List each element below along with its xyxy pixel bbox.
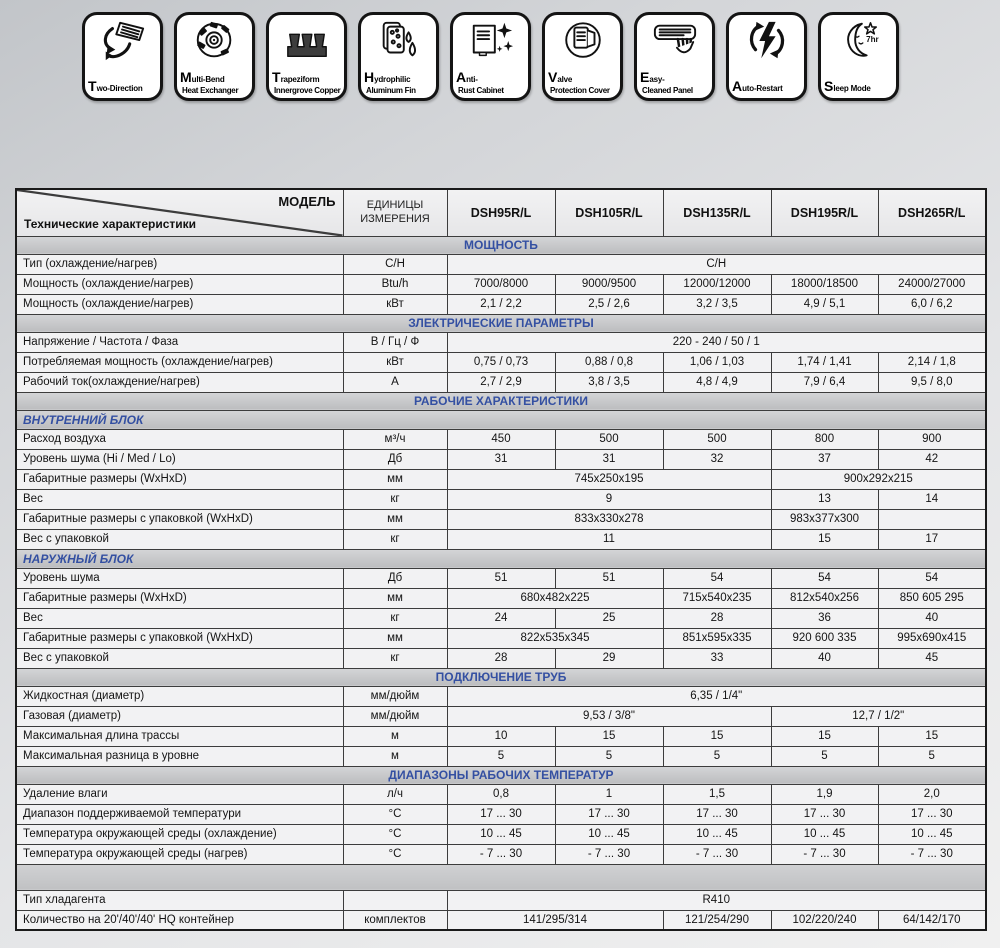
value-cell: 37	[771, 449, 878, 469]
value-cell: 12000/12000	[663, 274, 771, 294]
value-cell: 4,8 / 4,9	[663, 372, 771, 392]
value-cell: 220 - 240 / 50 / 1	[447, 332, 986, 352]
value-cell: - 7 ... 30	[771, 844, 878, 864]
value-cell: 28	[447, 648, 555, 668]
value-cell: 9,53 / 3/8"	[447, 706, 771, 726]
section-row	[16, 668, 986, 686]
anti-rust-icon	[456, 17, 525, 65]
value-cell: 500	[663, 429, 771, 449]
value-cell: 17 ... 30	[447, 804, 555, 824]
feature-label: Easy- Cleaned Panel	[640, 69, 693, 95]
value-cell: 3,8 / 3,5	[555, 372, 663, 392]
value-cell: 1,9	[771, 784, 878, 804]
value-cell: 28	[663, 608, 771, 628]
param-cell: Расход воздуха	[16, 429, 343, 449]
unit-cell: °С	[343, 824, 447, 844]
unit-cell: мм/дюйм	[343, 706, 447, 726]
unit-cell: мм	[343, 469, 447, 489]
value-cell: 15	[555, 726, 663, 746]
value-cell: 9,5 / 8,0	[878, 372, 986, 392]
data-row	[16, 352, 986, 372]
data-row	[16, 469, 986, 489]
model-header-cell: DSH95R/L	[447, 189, 555, 236]
unit-cell: кВт	[343, 352, 447, 372]
unit-cell: кг	[343, 608, 447, 628]
value-cell: 51	[555, 568, 663, 588]
value-cell: 0,88 / 0,8	[555, 352, 663, 372]
value-cell: 54	[878, 568, 986, 588]
data-row	[16, 509, 986, 529]
param-cell: Напряжение / Частота / Фаза	[16, 332, 343, 352]
section-row	[16, 314, 986, 332]
value-cell: 715x540x235	[663, 588, 771, 608]
param-cell: Габаритные размеры с упаковкой (WxHxD)	[16, 628, 343, 648]
value-cell: 10 ... 45	[771, 824, 878, 844]
value-cell: 10 ... 45	[663, 824, 771, 844]
unit-cell: комплектов	[343, 910, 447, 930]
value-cell: 18000/18500	[771, 274, 878, 294]
corner-tech-label: Технические характеристики	[24, 216, 197, 231]
param-cell: Габаритные размеры (WxHxD)	[16, 588, 343, 608]
feature-tile-valve-protection	[542, 12, 623, 101]
value-cell: 6,0 / 6,2	[878, 294, 986, 314]
feature-tile-anti-rust	[450, 12, 531, 101]
sleep-mode-icon	[824, 17, 893, 65]
unit-cell: кг	[343, 529, 447, 549]
value-cell: 5	[771, 746, 878, 766]
value-cell: 17 ... 30	[555, 804, 663, 824]
unit-cell: °С	[343, 844, 447, 864]
data-row	[16, 648, 986, 668]
data-row	[16, 254, 986, 274]
value-cell: 1,06 / 1,03	[663, 352, 771, 372]
value-cell: 3,2 / 3,5	[663, 294, 771, 314]
unit-cell: кг	[343, 489, 447, 509]
param-cell: Удаление влаги	[16, 784, 343, 804]
unit-cell: мм/дюйм	[343, 686, 447, 706]
feature-tile-auto-restart	[726, 12, 807, 101]
data-row	[16, 804, 986, 824]
data-row	[16, 568, 986, 588]
param-cell: Вес с упаковкой	[16, 529, 343, 549]
value-cell: 10 ... 45	[447, 824, 555, 844]
value-cell: 15	[771, 529, 878, 549]
valve-protection-icon	[548, 17, 617, 65]
value-cell: 9000/9500	[555, 274, 663, 294]
section-title: ДИАПАЗОНЫ РАБОЧИХ ТЕМПЕРАТУР	[16, 766, 986, 784]
corner-cell	[16, 189, 343, 236]
data-row	[16, 890, 986, 910]
value-cell: 900x292x215	[771, 469, 986, 489]
unit-cell: мм	[343, 588, 447, 608]
data-row	[16, 844, 986, 864]
unit-cell: м³/ч	[343, 429, 447, 449]
feature-tile-multi-bend	[174, 12, 255, 101]
feature-tile-easy-cleaned	[634, 12, 715, 101]
data-row	[16, 746, 986, 766]
data-row	[16, 372, 986, 392]
model-header-cell: DSH105R/L	[555, 189, 663, 236]
table-body	[16, 236, 986, 930]
value-cell: 40	[771, 648, 878, 668]
value-cell: 0,8	[447, 784, 555, 804]
param-cell: Рабочий ток(охлаждение/нагрев)	[16, 372, 343, 392]
unit-cell: Дб	[343, 449, 447, 469]
model-header-cell: DSH135R/L	[663, 189, 771, 236]
value-cell: 7,9 / 6,4	[771, 372, 878, 392]
value-cell: 851x595x335	[663, 628, 771, 648]
value-cell: - 7 ... 30	[555, 844, 663, 864]
data-row	[16, 608, 986, 628]
value-cell: 6,35 / 1/4"	[447, 686, 986, 706]
two-direction-icon	[88, 17, 157, 65]
feature-label: Anti- Rust Cabinet	[456, 69, 504, 95]
unit-cell: м	[343, 726, 447, 746]
value-cell: R410	[447, 890, 986, 910]
value-cell: 920 600 335	[771, 628, 878, 648]
svg-text:7hr: 7hr	[865, 34, 879, 44]
value-cell: 9	[447, 489, 771, 509]
unit-cell: кг	[343, 648, 447, 668]
param-cell: Количество на 20'/40'/40' HQ контейнер	[16, 910, 343, 930]
value-cell: 64/142/170	[878, 910, 986, 930]
value-cell: - 7 ... 30	[447, 844, 555, 864]
multi-bend-icon	[180, 17, 249, 65]
value-cell: 4,9 / 5,1	[771, 294, 878, 314]
section-row	[16, 236, 986, 254]
param-cell: Потребляемая мощность (охлаждение/нагрев)	[16, 352, 343, 372]
section-title: РАБОЧИЕ ХАРАКТЕРИСТИКИ	[16, 392, 986, 410]
param-cell: Уровень шума	[16, 568, 343, 588]
subsection-title: НАРУЖНЫЙ БЛОК	[16, 549, 986, 568]
value-cell: 24	[447, 608, 555, 628]
value-cell: 11	[447, 529, 771, 549]
data-row	[16, 274, 986, 294]
value-cell: 2,7 / 2,9	[447, 372, 555, 392]
value-cell: 833x330x278	[447, 509, 771, 529]
value-cell: 822x535x345	[447, 628, 663, 648]
subsection-row	[16, 549, 986, 568]
param-cell: Мощность (охлаждение/нагрев)	[16, 294, 343, 314]
value-cell: 141/295/314	[447, 910, 663, 930]
data-row	[16, 429, 986, 449]
value-cell: 12,7 / 1/2"	[771, 706, 986, 726]
data-row	[16, 784, 986, 804]
section-title: ПОДКЛЮЧЕНИЕ ТРУБ	[16, 668, 986, 686]
section-title: ЗЛЕКТРИЧЕСКИЕ ПАРАМЕТРЫ	[16, 314, 986, 332]
value-cell: 2,1 / 2,2	[447, 294, 555, 314]
value-cell: 40	[878, 608, 986, 628]
data-row	[16, 686, 986, 706]
value-cell: 995x690x415	[878, 628, 986, 648]
param-cell: Мощность (охлаждение/нагрев)	[16, 274, 343, 294]
model-header-cell: DSH265R/L	[878, 189, 986, 236]
data-row	[16, 628, 986, 648]
value-cell: 10	[447, 726, 555, 746]
value-cell: 17	[878, 529, 986, 549]
data-row	[16, 588, 986, 608]
feature-label: Hydrophilic Aluminum Fin	[364, 69, 416, 95]
feature-label: Two-Direction	[88, 78, 143, 94]
model-header-cell: DSH195R/L	[771, 189, 878, 236]
value-cell: 10 ... 45	[555, 824, 663, 844]
value-cell: 2,5 / 2,6	[555, 294, 663, 314]
value-cell: 14	[878, 489, 986, 509]
feature-tile-sleep-mode	[818, 12, 899, 101]
value-cell: 745x250x195	[447, 469, 771, 489]
corner-model-label: МОДЕЛЬ	[278, 194, 336, 209]
data-row	[16, 489, 986, 509]
value-cell: 850 605 295	[878, 588, 986, 608]
value-cell: 500	[555, 429, 663, 449]
table-header-row	[16, 189, 986, 236]
param-cell: Вес	[16, 608, 343, 628]
value-cell: 17 ... 30	[663, 804, 771, 824]
data-row	[16, 529, 986, 549]
feature-label: Sleep Mode	[824, 78, 871, 94]
value-cell: 29	[555, 648, 663, 668]
param-cell: Жидкостная (диаметр)	[16, 686, 343, 706]
hydrophilic-icon	[364, 17, 433, 65]
value-cell: 2,14 / 1,8	[878, 352, 986, 372]
auto-restart-icon	[732, 17, 801, 65]
value-cell: 31	[447, 449, 555, 469]
param-cell: Максимальная длина трассы	[16, 726, 343, 746]
value-cell: 54	[663, 568, 771, 588]
value-cell: 31	[555, 449, 663, 469]
unit-cell: л/ч	[343, 784, 447, 804]
feature-label: Multi-Bend Heat Exchanger	[180, 69, 239, 95]
param-cell: Тип хладагента	[16, 890, 343, 910]
value-cell: 15	[663, 726, 771, 746]
value-cell: 1,5	[663, 784, 771, 804]
unit-cell: м	[343, 746, 447, 766]
value-cell: 121/254/290	[663, 910, 771, 930]
feature-tile-two-direction	[82, 12, 163, 101]
subsection-row	[16, 410, 986, 429]
data-row	[16, 726, 986, 746]
value-cell: 54	[771, 568, 878, 588]
data-row	[16, 910, 986, 930]
value-cell: - 7 ... 30	[663, 844, 771, 864]
section-row	[16, 766, 986, 784]
value-cell: 42	[878, 449, 986, 469]
data-row	[16, 449, 986, 469]
value-cell: 812x540x256	[771, 588, 878, 608]
value-cell: - 7 ... 30	[878, 844, 986, 864]
section-row	[16, 392, 986, 410]
trapeziform-icon	[272, 17, 341, 65]
unit-cell: В / Гц / Ф	[343, 332, 447, 352]
unit-cell: мм	[343, 509, 447, 529]
value-cell: 5	[447, 746, 555, 766]
subsection-title: ВНУТРЕННИЙ БЛОК	[16, 410, 986, 429]
param-cell: Тип (охлаждение/нагрев)	[16, 254, 343, 274]
value-cell: 102/220/240	[771, 910, 878, 930]
value-cell: 1,74 / 1,41	[771, 352, 878, 372]
param-cell: Габаритные размеры (WxHxD)	[16, 469, 343, 489]
value-cell: 51	[447, 568, 555, 588]
value-cell: 2,0	[878, 784, 986, 804]
value-cell: 36	[771, 608, 878, 628]
feature-tile-trapeziform	[266, 12, 347, 101]
param-cell: Температура окружающей среды (нагрев)	[16, 844, 343, 864]
value-cell: 17 ... 30	[771, 804, 878, 824]
feature-icons-row	[82, 12, 899, 101]
value-cell: 15	[878, 726, 986, 746]
unit-cell: Btu/h	[343, 274, 447, 294]
value-cell: 45	[878, 648, 986, 668]
param-cell: Габаритные размеры с упаковкой (WxHxD)	[16, 509, 343, 529]
value-cell: 24000/27000	[878, 274, 986, 294]
unit-cell: А	[343, 372, 447, 392]
data-row	[16, 332, 986, 352]
unit-cell: кВт	[343, 294, 447, 314]
unit-cell	[343, 890, 447, 910]
value-cell: 33	[663, 648, 771, 668]
unit-cell: С/Н	[343, 254, 447, 274]
value-cell: 17 ... 30	[878, 804, 986, 824]
value-cell: 1	[555, 784, 663, 804]
spacer-cell	[16, 864, 986, 890]
spec-table	[15, 188, 987, 931]
value-cell: 983x377x300	[771, 509, 878, 529]
value-cell	[878, 509, 986, 529]
param-cell: Газовая (диаметр)	[16, 706, 343, 726]
value-cell: 900	[878, 429, 986, 449]
unit-cell: мм	[343, 628, 447, 648]
feature-tile-hydrophilic	[358, 12, 439, 101]
spacer-row	[16, 864, 986, 890]
value-cell: 5	[555, 746, 663, 766]
easy-cleaned-icon	[640, 17, 709, 65]
param-cell: Уровень шума (Hi / Med / Lo)	[16, 449, 343, 469]
feature-label: Auto-Restart	[732, 78, 783, 94]
param-cell: Температура окружающей среды (охлаждение)	[16, 824, 343, 844]
section-title: МОЩНОСТЬ	[16, 236, 986, 254]
value-cell: 0,75 / 0,73	[447, 352, 555, 372]
value-cell: 5	[878, 746, 986, 766]
data-row	[16, 294, 986, 314]
value-cell: 13	[771, 489, 878, 509]
value-cell: 10 ... 45	[878, 824, 986, 844]
param-cell: Диапазон поддерживаемой температури	[16, 804, 343, 824]
feature-label: Trapeziform Innergrove Copper	[272, 69, 341, 95]
value-cell: 680x482x225	[447, 588, 663, 608]
feature-label: Valve Protection Cover	[548, 69, 610, 95]
value-cell: 32	[663, 449, 771, 469]
value-cell: 5	[663, 746, 771, 766]
data-row	[16, 824, 986, 844]
param-cell: Максимальная разница в уровне	[16, 746, 343, 766]
data-row	[16, 706, 986, 726]
value-cell: 800	[771, 429, 878, 449]
unit-cell: Дб	[343, 568, 447, 588]
value-cell: 15	[771, 726, 878, 746]
value-cell: 450	[447, 429, 555, 449]
value-cell: 25	[555, 608, 663, 628]
units-header-cell: ЕДИНИЦЫ ИЗМЕРЕНИЯ	[343, 189, 447, 236]
param-cell: Вес с упаковкой	[16, 648, 343, 668]
param-cell: Вес	[16, 489, 343, 509]
unit-cell: °С	[343, 804, 447, 824]
value-cell: С/Н	[447, 254, 986, 274]
value-cell: 7000/8000	[447, 274, 555, 294]
